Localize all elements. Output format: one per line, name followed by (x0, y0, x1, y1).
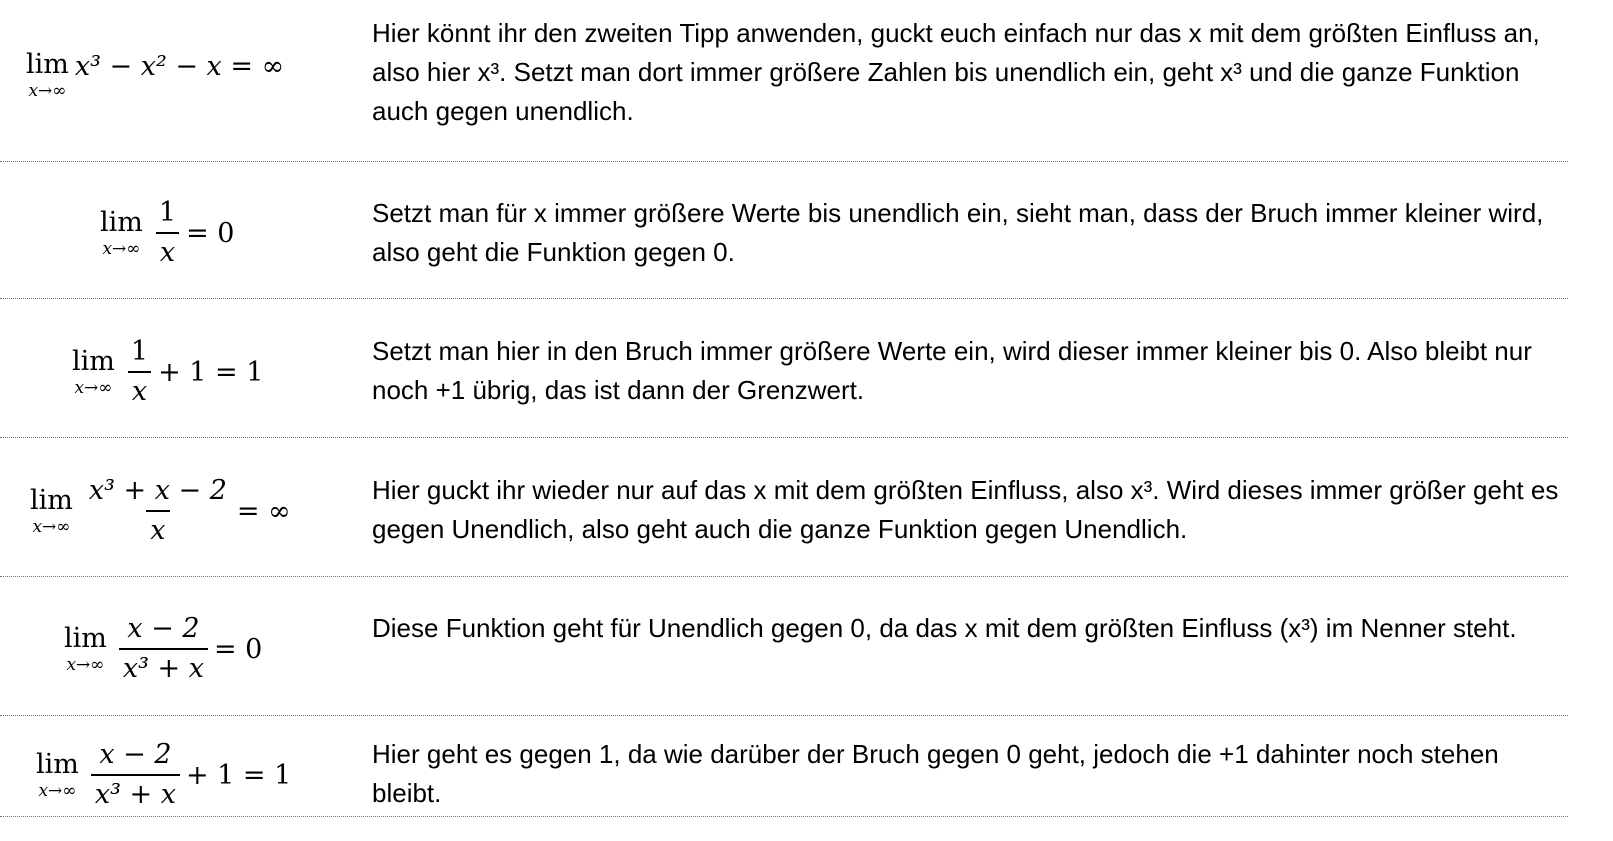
fraction-denominator: x (128, 371, 151, 409)
limit-subscript: x→∞ (38, 781, 77, 801)
fraction (119, 612, 208, 686)
row-divider (0, 161, 1568, 162)
formula-2 (100, 196, 234, 270)
formula-4 (30, 474, 291, 548)
explanation-3: Setzt man hier in den Bruch immer größere Werte ein, wird dieser immer kleiner bis 0. Also bleibt nur noch +1 übrig, das ist dann der Grenzwert. (372, 336, 1532, 405)
fraction (85, 474, 231, 548)
row-divider (0, 576, 1568, 577)
fraction-numerator: 1 (158, 197, 177, 228)
fraction-numerator: x − 2 (99, 739, 172, 770)
fraction-denominator: x³ + x (119, 648, 208, 686)
formula-3 (72, 335, 263, 409)
explanation-1: Hier könnt ihr den zweiten Tipp anwenden, guckt euch einfach nur das x mit dem größten Einfluss an, also hier x³. Setzt man dort immer größere Zahlen bis unendlich ein, geht x³ und die ganze Funktion auch gegen unendlich. (372, 18, 1540, 126)
fraction-numerator: x − 2 (127, 613, 200, 644)
row-divider (0, 715, 1568, 716)
formula-rest: + 1 = 1 (185, 759, 292, 791)
formula-5 (64, 612, 262, 686)
fraction (155, 196, 180, 270)
limit-subscript: x→∞ (74, 378, 113, 398)
formula-1 (26, 50, 284, 100)
limit-operator: lim x→∞ (64, 623, 107, 675)
formula-6 (36, 738, 291, 812)
formula-rest: + 1 = 1 (158, 356, 264, 388)
formula-rest: = ∞ (236, 495, 291, 527)
row-divider (0, 437, 1568, 438)
fraction-denominator: x (146, 510, 169, 548)
limit-operator: lim x→∞ (26, 49, 69, 101)
explanation-6: Hier geht es gegen 1, da wie darüber der Bruch gegen 0 geht, jedoch die +1 dahinter noch stehen bleibt. (372, 739, 1499, 808)
fraction-denominator: x (156, 232, 179, 270)
row-divider (0, 298, 1568, 299)
fraction (91, 738, 180, 812)
limit-operator: lim x→∞ (100, 207, 143, 259)
formula-rest: = 0 (213, 633, 263, 665)
limit-operator: lim x→∞ (30, 485, 73, 537)
fraction-denominator: x³ + x (91, 774, 180, 812)
explanation-4: Hier guckt ihr wieder nur auf das x mit dem größten Einfluss, also x³. Wird dieses immer größer geht es gegen Unendlich, also geht auch die ganze Funktion gegen Unendlich. (372, 475, 1559, 544)
limit-subscript: x→∞ (28, 81, 67, 101)
limit-subscript: x→∞ (102, 239, 141, 259)
explanation-2: Setzt man für x immer größere Werte bis unendlich ein, sieht man, dass der Bruch immer kleiner wird, also geht die Funktion gegen 0. (372, 198, 1544, 267)
limit-subscript: x→∞ (66, 655, 105, 675)
formula-rest: = 0 (186, 217, 235, 249)
explanation-5: Diese Funktion geht für Unendlich gegen 0, da das x mit dem größten Einfluss (x³) im Nenner steht. (372, 613, 1517, 643)
formula-expression: x³ − x² − x = ∞ (74, 50, 285, 82)
fraction-numerator: 1 (130, 336, 149, 367)
row-divider (0, 816, 1568, 817)
fraction-numerator: x³ + x − 2 (88, 475, 227, 506)
limit-subscript: x→∞ (32, 517, 71, 537)
fraction (127, 335, 152, 409)
limit-operator: lim x→∞ (36, 749, 79, 801)
limit-operator: lim x→∞ (72, 346, 115, 398)
